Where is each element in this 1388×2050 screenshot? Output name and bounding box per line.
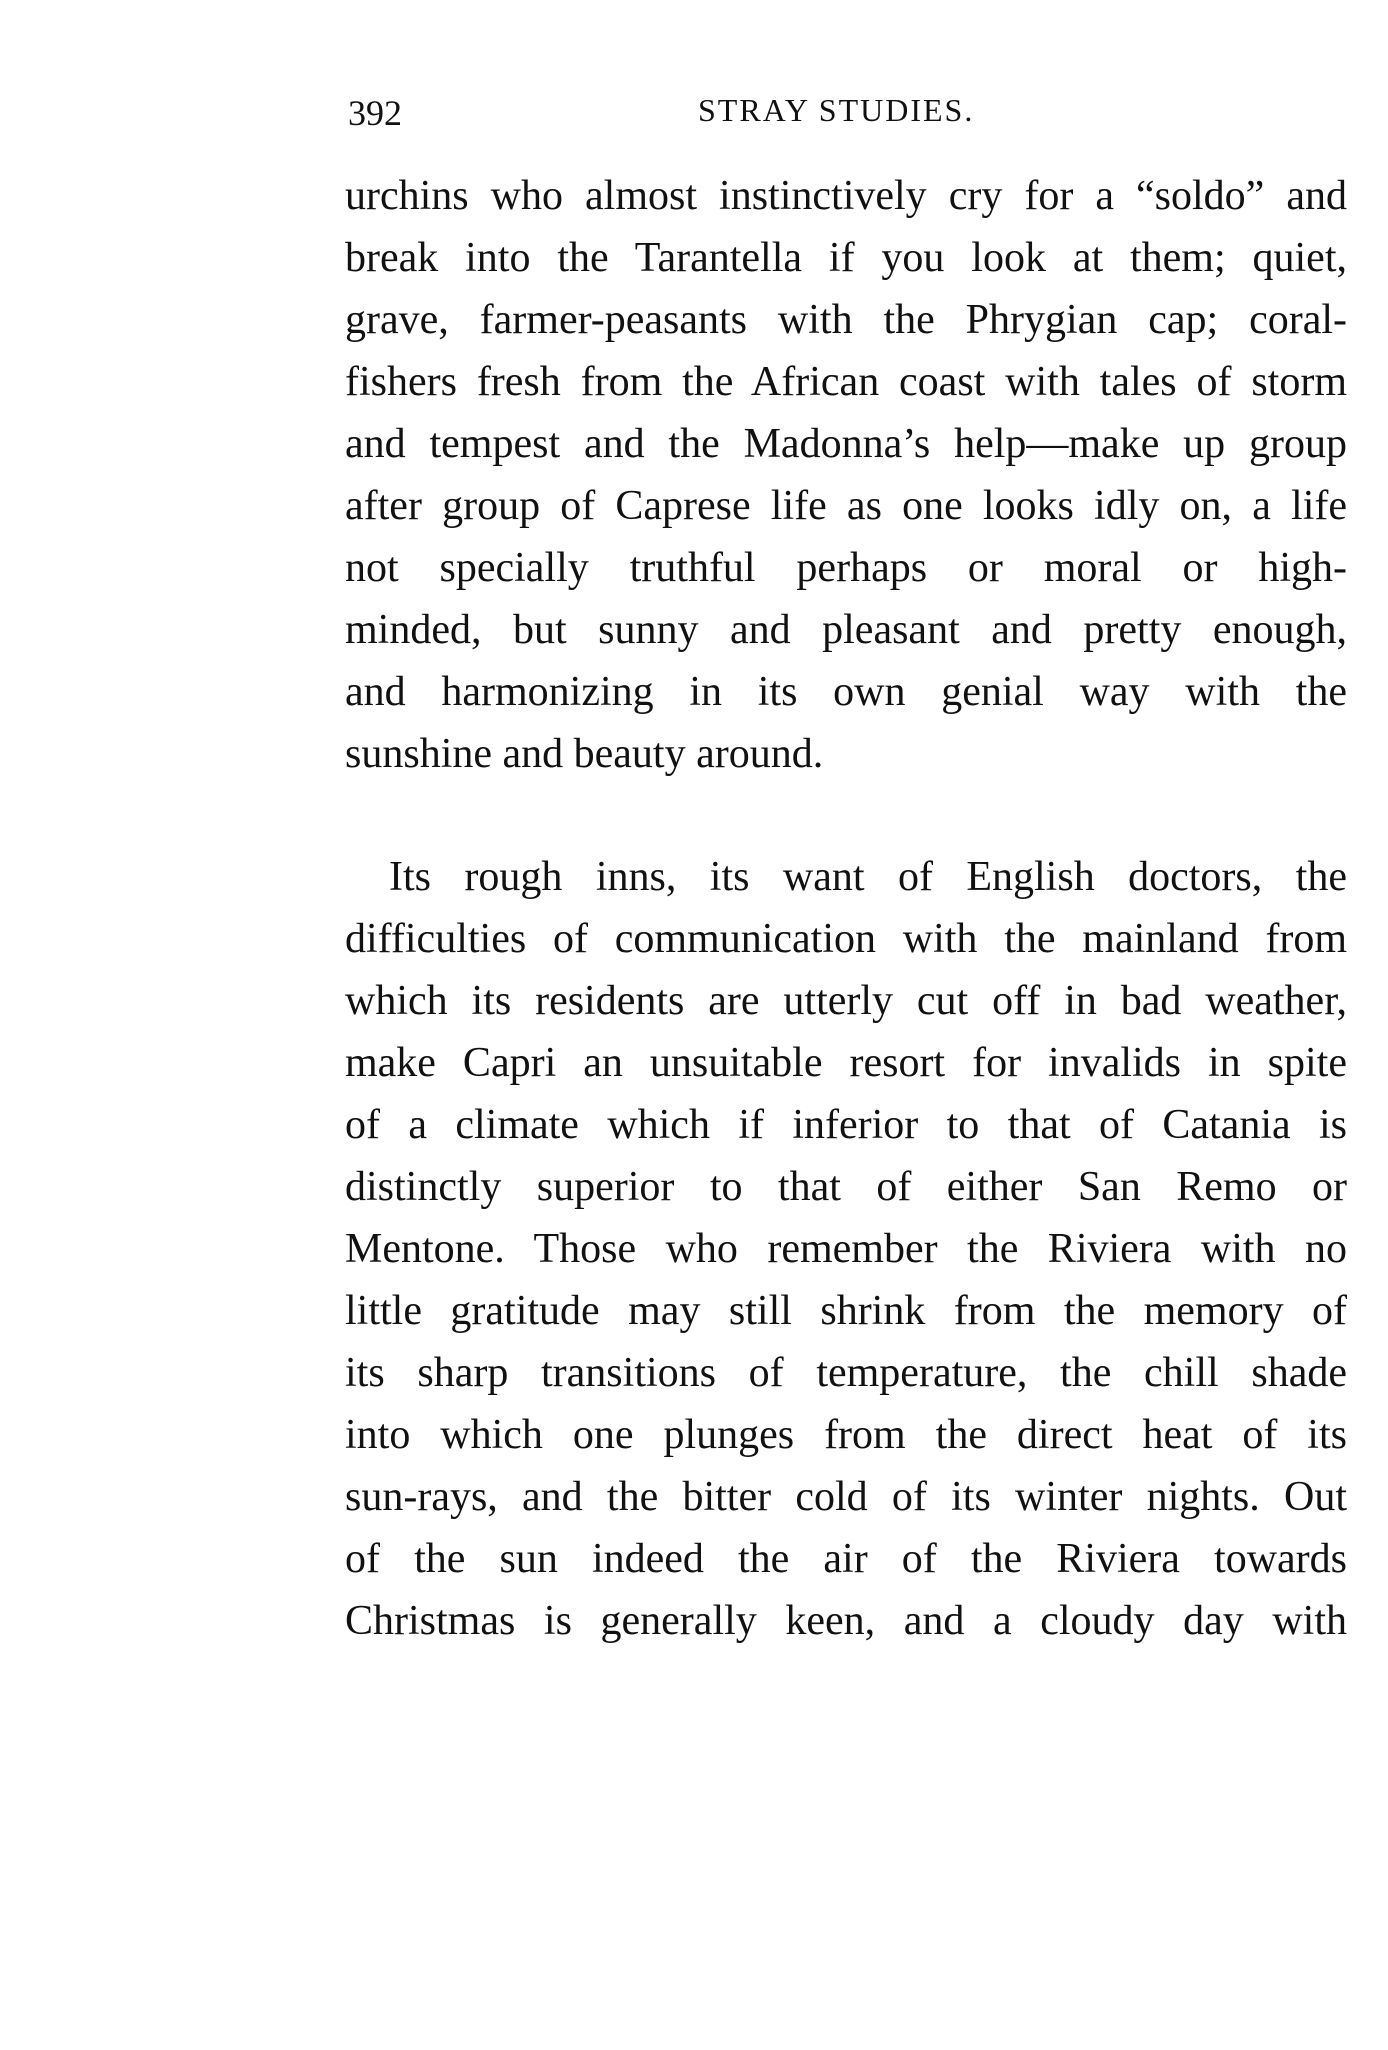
text-line: minded, but sunny and pleasant and pretty enough, bbox=[345, 607, 1347, 653]
text-line: and harmonizing in its own genial way with the bbox=[345, 669, 1347, 715]
paragraph-1 bbox=[345, 165, 1347, 785]
text-line: of a climate which if inferior to that of Catania is bbox=[345, 1102, 1347, 1148]
text-line: difficulties of communication with the mainland from bbox=[345, 916, 1347, 962]
text-line: sun-rays, and the bitter cold of its winter nights. Out bbox=[345, 1474, 1347, 1520]
text-line: and tempest and the Madonna’s help—make up group bbox=[345, 421, 1347, 467]
text-line: into which one plunges from the direct heat of its bbox=[345, 1412, 1347, 1458]
text-line: urchins who almost instinctively cry for a “soldo” and bbox=[345, 173, 1347, 219]
text-line: little gratitude may still shrink from the memory of bbox=[345, 1288, 1347, 1334]
text-line: break into the Tarantella if you look at them; quiet, bbox=[345, 235, 1347, 281]
text-line: not specially truthful perhaps or moral or high- bbox=[345, 545, 1347, 591]
text-line: which its residents are utterly cut off in bad weather, bbox=[345, 978, 1347, 1024]
paragraph-2 bbox=[345, 846, 1347, 1652]
text-line: distinctly superior to that of either San Remo or bbox=[345, 1164, 1347, 1210]
text-line: grave, farmer-peasants with the Phrygian cap; coral- bbox=[345, 297, 1347, 343]
text-line: fishers fresh from the African coast with tales of storm bbox=[345, 359, 1347, 405]
text-line: Christmas is generally keen, and a cloudy day with bbox=[345, 1598, 1347, 1644]
text-line: its sharp transitions of temperature, the chill shade bbox=[345, 1350, 1347, 1396]
text-line: Its rough inns, its want of English doctors, the bbox=[389, 854, 1347, 900]
text-line: Mentone. Those who remember the Riviera with no bbox=[345, 1226, 1347, 1272]
running-title: STRAY STUDIES. bbox=[698, 92, 975, 128]
page-header bbox=[348, 92, 1346, 142]
text-line: make Capri an unsuitable resort for invalids in spite bbox=[345, 1040, 1347, 1086]
text-line: after group of Caprese life as one looks idly on, a life bbox=[345, 483, 1347, 529]
text-line: sunshine and beauty around. bbox=[345, 731, 824, 777]
page-number: 392 bbox=[348, 93, 402, 133]
text-line: of the sun indeed the air of the Riviera towards bbox=[345, 1536, 1347, 1582]
